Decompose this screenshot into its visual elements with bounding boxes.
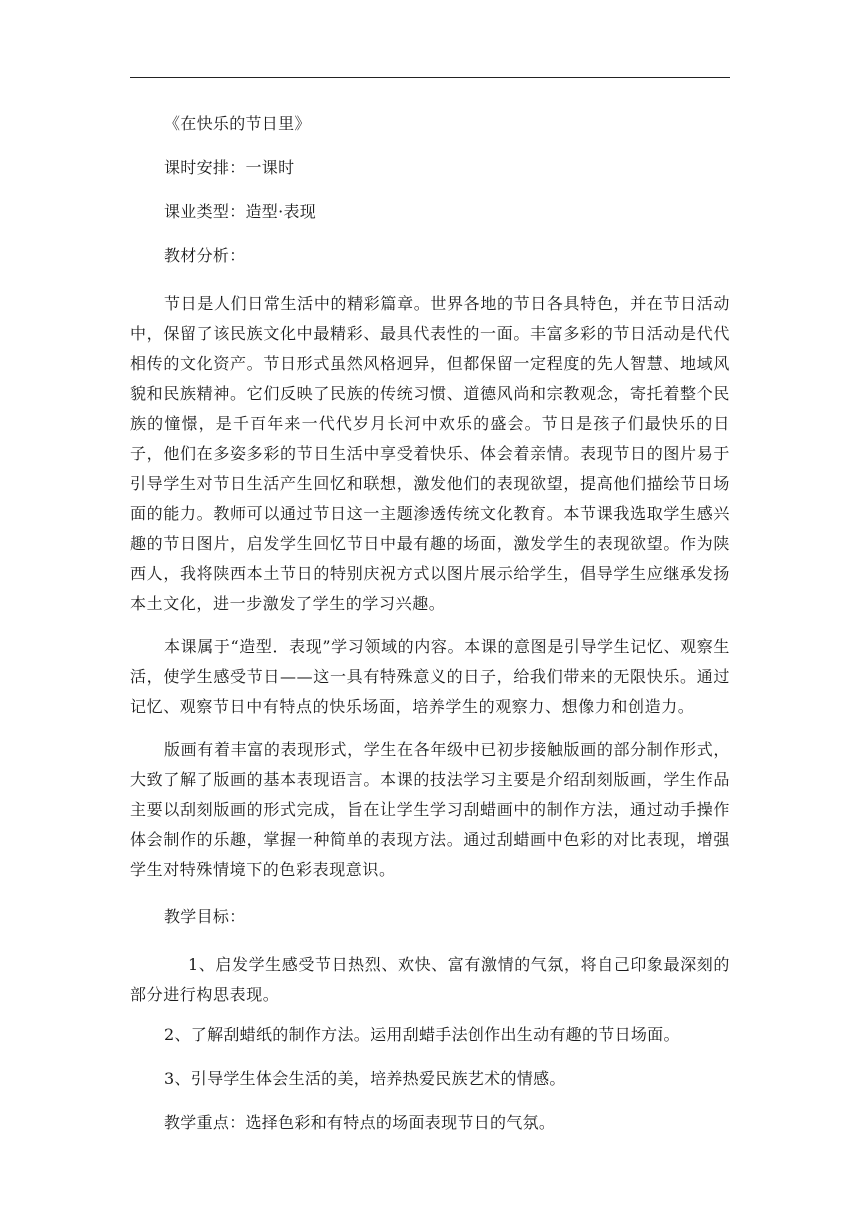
- lesson-schedule: 课时安排：一课时: [164, 158, 295, 177]
- goal-item-1: 1、启发学生感受节日热烈、欢快、富有激情的气氛，将自己印象最深刻的部分进行构思表现。: [130, 955, 730, 1004]
- document-body: [130, 112, 730, 1135]
- goal-item-3: 3、引导学生体会生活的美，培养热爱民族艺术的情感。: [164, 1069, 566, 1088]
- lesson-title: 《在快乐的节日里》: [164, 114, 311, 133]
- analysis-paragraph-2: 本课属于“造型．表现”学习领域的内容。本课的意图是引导学生记忆、观察生活，使学生感受节日——这一具有特殊意义的日子，给我们带来的无限快乐。通过记忆、观察节日中有特点的快乐场面，培养学生的观察力、想像力和创造力。: [130, 637, 730, 716]
- analysis-heading: 教材分析：: [164, 246, 246, 265]
- header-rule: [130, 77, 730, 78]
- goals-heading: 教学目标：: [164, 907, 246, 926]
- analysis-paragraph-3: 版画有着丰富的表现形式，学生在各年级中已初步接触版画的部分制作形式，大致了解了版画的基本表现语言。本课的技法学习主要是介绍刮刻版画，学生作品主要以刮刻版画的形式完成，旨在让学生学习刮蜡画中的制作方法，通过动手操作体会制作的乐趣，掌握一种简单的表现方法。通过刮蜡画中色彩的对比表现，增强学生对特殊情境下的色彩表现意识。: [130, 740, 730, 879]
- analysis-paragraph-1: 节日是人们日常生活中的精彩篇章。世界各地的节日各具特色，并在节日活动中，保留了该民族文化中最精彩、最具代表性的一面。丰富多彩的节日活动是代代相传的文化资产。节日形式虽然风格迥异，但都保留一定程度的先人智慧、地域风貌和民族精神。它们反映了民族的传统习惯、道德风尚和宗教观念，寄托着整个民族的憧憬，是千百年来一代代岁月长河中欢乐的盛会。节日是孩子们最快乐的日子，他们在多姿多彩的节日生活中享受着快乐、体会着亲情。表现节日的图片易于引导学生对节日生活产生回忆和联想，激发他们的表现欲望，提高他们描绘节日场面的能力。教师可以通过节日这一主题渗透传统文化教育。本节课我选取学生感兴趣的节日图片，启发学生回忆节日中最有趣的场面，激发学生的表现欲望。作为陕西人，我将陕西本土节日的特别庆祝方式以图片展示给学生，倡导学生应继承发扬本土文化，进一步激发了学生的学习兴趣。: [130, 294, 730, 613]
- key-point: 教学重点：选择色彩和有特点的场面表现节日的气氛。: [164, 1113, 556, 1132]
- goal-item-2: 2、了解刮蜡纸的制作方法。运用刮蜡手法创作出生动有趣的节日场面。: [164, 1025, 680, 1044]
- lesson-type: 课业类型：造型·表现: [164, 202, 317, 221]
